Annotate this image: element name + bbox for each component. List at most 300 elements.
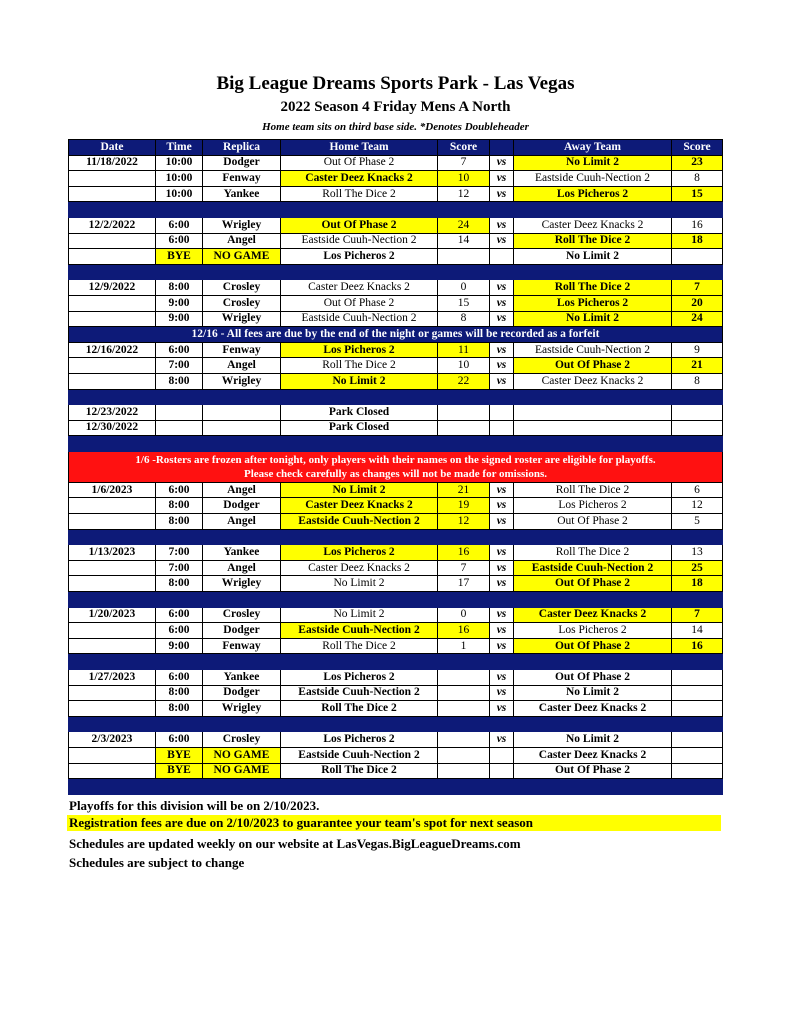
replica-cell: Dodger	[203, 623, 281, 639]
away-team-cell: Out Of Phase 2	[514, 670, 672, 686]
divider-row	[69, 264, 723, 280]
game-row	[69, 171, 723, 187]
away-score-cell: 6	[672, 482, 723, 498]
date-cell	[69, 171, 156, 187]
game-row	[69, 311, 723, 327]
game-row	[69, 685, 723, 701]
home-score-cell: 0	[438, 607, 490, 623]
home-team-cell: Roll The Dice 2	[281, 638, 438, 654]
date-cell: 11/18/2022	[69, 155, 156, 171]
game-row	[69, 607, 723, 623]
vs-cell: vs	[490, 186, 514, 202]
home-score-cell	[438, 420, 490, 436]
away-score-cell	[672, 249, 723, 265]
away-team-cell: No Limit 2	[514, 155, 672, 171]
away-team-cell: No Limit 2	[514, 685, 672, 701]
date-cell: 12/9/2022	[69, 280, 156, 296]
away-team-cell: Eastside Cuuh-Nection 2	[514, 560, 672, 576]
time-cell: 6:00	[156, 732, 203, 748]
game-row	[69, 560, 723, 576]
away-score-cell: 25	[672, 560, 723, 576]
home-score-cell	[438, 732, 490, 748]
date-cell	[69, 233, 156, 249]
away-team-cell: Los Picheros 2	[514, 623, 672, 639]
vs-cell: vs	[490, 545, 514, 561]
replica-cell: Wrigley	[203, 373, 281, 389]
time-cell: 10:00	[156, 186, 203, 202]
replica-cell: Wrigley	[203, 576, 281, 592]
home-team-cell: Roll The Dice 2	[281, 358, 438, 374]
divider-cell	[69, 592, 723, 608]
home-team-cell: Eastside Cuuh-Nection 2	[281, 747, 438, 763]
vs-cell: vs	[490, 311, 514, 327]
notice-row	[69, 327, 723, 343]
away-team-cell: No Limit 2	[514, 311, 672, 327]
away-score-cell	[672, 747, 723, 763]
away-score-cell: 13	[672, 545, 723, 561]
away-team-cell	[514, 420, 672, 436]
date-cell: 12/16/2022	[69, 342, 156, 358]
home-score-cell: 7	[438, 560, 490, 576]
game-row	[69, 358, 723, 374]
home-team-cell: No Limit 2	[281, 576, 438, 592]
home-team-cell: Caster Deez Knacks 2	[281, 171, 438, 187]
home-team-cell: Caster Deez Knacks 2	[281, 498, 438, 514]
divider-cell	[69, 202, 723, 218]
time-cell: 6:00	[156, 233, 203, 249]
game-row	[69, 576, 723, 592]
vs-cell: vs	[490, 233, 514, 249]
game-row	[69, 498, 723, 514]
divider-cell	[69, 779, 723, 795]
game-row	[69, 155, 723, 171]
home-team-cell: Roll The Dice 2	[281, 701, 438, 717]
divider-row	[69, 202, 723, 218]
divider-row	[69, 529, 723, 545]
home-team-cell: Los Picheros 2	[281, 670, 438, 686]
away-score-cell	[672, 763, 723, 779]
registration-note: Registration fees are due on 2/10/2023 to guarantee your team's spot for next season	[67, 815, 721, 831]
home-team-cell: Los Picheros 2	[281, 545, 438, 561]
vs-cell: vs	[490, 373, 514, 389]
away-team-cell: Eastside Cuuh-Nection 2	[514, 171, 672, 187]
replica-cell: Angel	[203, 514, 281, 530]
vs-cell: vs	[490, 482, 514, 498]
home-score-cell: 8	[438, 311, 490, 327]
col-vs	[490, 140, 514, 156]
divider-cell	[69, 264, 723, 280]
date-cell: 1/13/2023	[69, 545, 156, 561]
away-score-cell: 16	[672, 638, 723, 654]
home-team-cell: Eastside Cuuh-Nection 2	[281, 311, 438, 327]
home-team-cell: Eastside Cuuh-Nection 2	[281, 514, 438, 530]
date-cell	[69, 638, 156, 654]
away-score-cell: 18	[672, 576, 723, 592]
replica-cell: NO GAME	[203, 747, 281, 763]
game-row	[69, 732, 723, 748]
home-score-cell: 17	[438, 576, 490, 592]
home-team-cell: Out Of Phase 2	[281, 217, 438, 233]
date-cell	[69, 685, 156, 701]
date-cell	[69, 249, 156, 265]
away-team-cell: Caster Deez Knacks 2	[514, 217, 672, 233]
replica-cell: Crosley	[203, 607, 281, 623]
away-team-cell: Out Of Phase 2	[514, 576, 672, 592]
replica-cell: Crosley	[203, 295, 281, 311]
home-team-cell: Eastside Cuuh-Nection 2	[281, 623, 438, 639]
page-subtitle: 2022 Season 4 Friday Mens A North	[280, 99, 511, 115]
game-row	[69, 217, 723, 233]
time-cell: 6:00	[156, 482, 203, 498]
vs-cell	[490, 420, 514, 436]
away-score-cell: 23	[672, 155, 723, 171]
closed-text: Park Closed	[281, 420, 438, 436]
replica-cell: NO GAME	[203, 763, 281, 779]
home-score-cell: 16	[438, 623, 490, 639]
vs-cell: vs	[490, 342, 514, 358]
away-team-cell: No Limit 2	[514, 732, 672, 748]
away-score-cell	[672, 685, 723, 701]
replica-cell: Dodger	[203, 498, 281, 514]
home-score-cell	[438, 405, 490, 421]
alert-line-1: 1/6 -Rosters are frozen after tonight, only players with their names on the signed roster are eligible for playoffs.	[135, 453, 656, 466]
game-row	[69, 280, 723, 296]
divider-row	[69, 716, 723, 732]
home-score-cell	[438, 763, 490, 779]
replica-cell: Crosley	[203, 732, 281, 748]
vs-cell: vs	[490, 560, 514, 576]
away-team-cell: Out Of Phase 2	[514, 638, 672, 654]
game-row	[69, 545, 723, 561]
vs-cell: vs	[490, 280, 514, 296]
away-team-cell: Caster Deez Knacks 2	[514, 373, 672, 389]
date-cell: 12/30/2022	[69, 420, 156, 436]
home-score-cell: 12	[438, 514, 490, 530]
away-team-cell: Roll The Dice 2	[514, 545, 672, 561]
time-cell: 6:00	[156, 342, 203, 358]
time-cell: 9:00	[156, 311, 203, 327]
home-score-cell	[438, 747, 490, 763]
home-team-cell: Out Of Phase 2	[281, 155, 438, 171]
home-score-cell: 15	[438, 295, 490, 311]
game-row	[69, 701, 723, 717]
home-score-cell: 24	[438, 217, 490, 233]
date-cell	[69, 763, 156, 779]
game-row	[69, 638, 723, 654]
vs-cell	[490, 763, 514, 779]
away-team-cell	[514, 405, 672, 421]
away-team-cell: Los Picheros 2	[514, 295, 672, 311]
home-score-cell: 0	[438, 280, 490, 296]
away-score-cell: 5	[672, 514, 723, 530]
home-team-cell: Los Picheros 2	[281, 732, 438, 748]
away-team-cell: Eastside Cuuh-Nection 2	[514, 342, 672, 358]
replica-cell: Angel	[203, 233, 281, 249]
time-cell: 7:00	[156, 358, 203, 374]
date-cell	[69, 186, 156, 202]
replica-cell: Angel	[203, 358, 281, 374]
away-score-cell: 7	[672, 607, 723, 623]
away-score-cell: 16	[672, 217, 723, 233]
home-team-cell: Los Picheros 2	[281, 342, 438, 358]
vs-cell: vs	[490, 685, 514, 701]
away-score-cell: 14	[672, 623, 723, 639]
closed-row	[69, 420, 723, 436]
divider-row	[69, 389, 723, 405]
divider-cell	[69, 389, 723, 405]
bye-row	[69, 763, 723, 779]
away-team-cell: No Limit 2	[514, 249, 672, 265]
time-cell: 7:00	[156, 545, 203, 561]
home-score-cell: 10	[438, 358, 490, 374]
divider-cell	[69, 529, 723, 545]
replica-cell: Dodger	[203, 155, 281, 171]
home-team-cell: No Limit 2	[281, 482, 438, 498]
date-cell	[69, 498, 156, 514]
away-score-cell: 21	[672, 358, 723, 374]
vs-cell: vs	[490, 171, 514, 187]
divider-cell	[69, 654, 723, 670]
col-home-score: Score	[438, 140, 490, 156]
game-row	[69, 514, 723, 530]
away-team-cell: Roll The Dice 2	[514, 482, 672, 498]
bye-row	[69, 747, 723, 763]
vs-cell: vs	[490, 638, 514, 654]
page-note: Home team sits on third base side. *Denotes Doubleheader	[262, 121, 529, 133]
replica-cell: Yankee	[203, 670, 281, 686]
time-cell: 6:00	[156, 607, 203, 623]
away-team-cell: Roll The Dice 2	[514, 280, 672, 296]
vs-cell: vs	[490, 732, 514, 748]
divider-cell	[69, 436, 723, 452]
home-score-cell: 14	[438, 233, 490, 249]
replica-cell: Crosley	[203, 280, 281, 296]
date-cell: 12/23/2022	[69, 405, 156, 421]
schedule-body	[69, 155, 723, 794]
away-score-cell	[672, 420, 723, 436]
date-cell: 2/3/2023	[69, 732, 156, 748]
home-score-cell: 7	[438, 155, 490, 171]
away-team-cell: Caster Deez Knacks 2	[514, 607, 672, 623]
divider-row	[69, 436, 723, 452]
home-team-cell: Eastside Cuuh-Nection 2	[281, 685, 438, 701]
col-replica: Replica	[203, 140, 281, 156]
game-row	[69, 342, 723, 358]
time-cell: 8:00	[156, 701, 203, 717]
website-note: Schedules are updated weekly on our website at LasVegas.BigLeagueDreams.com	[69, 836, 521, 851]
game-row	[69, 670, 723, 686]
closed-row	[69, 405, 723, 421]
vs-cell: vs	[490, 498, 514, 514]
time-cell	[156, 405, 203, 421]
date-cell	[69, 701, 156, 717]
home-score-cell	[438, 249, 490, 265]
change-note: Schedules are subject to change	[69, 855, 245, 870]
notice-text: 12/16 - All fees are due by the end of the night or games will be recorded as a forfeit	[69, 327, 723, 343]
game-row	[69, 482, 723, 498]
replica-cell: Dodger	[203, 685, 281, 701]
home-team-cell: Caster Deez Knacks 2	[281, 280, 438, 296]
vs-cell: vs	[490, 217, 514, 233]
replica-cell: Wrigley	[203, 701, 281, 717]
divider-cell	[69, 716, 723, 732]
home-score-cell	[438, 670, 490, 686]
date-cell: 12/2/2022	[69, 217, 156, 233]
away-score-cell	[672, 701, 723, 717]
time-cell: BYE	[156, 249, 203, 265]
replica-cell: NO GAME	[203, 249, 281, 265]
schedule-table	[68, 139, 723, 795]
date-cell	[69, 747, 156, 763]
col-away-score: Score	[672, 140, 723, 156]
time-cell: 8:00	[156, 514, 203, 530]
replica-cell: Yankee	[203, 186, 281, 202]
replica-cell: Angel	[203, 482, 281, 498]
vs-cell	[490, 405, 514, 421]
time-cell	[156, 420, 203, 436]
home-team-cell: Caster Deez Knacks 2	[281, 560, 438, 576]
vs-cell: vs	[490, 576, 514, 592]
away-score-cell: 9	[672, 342, 723, 358]
game-row	[69, 233, 723, 249]
vs-cell: vs	[490, 623, 514, 639]
time-cell: 8:00	[156, 685, 203, 701]
time-cell: 6:00	[156, 217, 203, 233]
away-score-cell: 15	[672, 186, 723, 202]
game-row	[69, 186, 723, 202]
away-team-cell: Caster Deez Knacks 2	[514, 747, 672, 763]
vs-cell: vs	[490, 607, 514, 623]
home-score-cell: 12	[438, 186, 490, 202]
date-cell	[69, 560, 156, 576]
closed-text: Park Closed	[281, 405, 438, 421]
home-team-cell: Los Picheros 2	[281, 249, 438, 265]
away-score-cell: 7	[672, 280, 723, 296]
home-team-cell: Roll The Dice 2	[281, 763, 438, 779]
replica-cell: Angel	[203, 560, 281, 576]
date-cell	[69, 623, 156, 639]
col-home-team: Home Team	[281, 140, 438, 156]
vs-cell: vs	[490, 514, 514, 530]
vs-cell: vs	[490, 701, 514, 717]
date-cell	[69, 514, 156, 530]
date-cell	[69, 295, 156, 311]
vs-cell	[490, 249, 514, 265]
divider-row	[69, 654, 723, 670]
home-score-cell: 11	[438, 342, 490, 358]
time-cell: 9:00	[156, 295, 203, 311]
home-score-cell: 1	[438, 638, 490, 654]
away-score-cell: 8	[672, 171, 723, 187]
game-row	[69, 373, 723, 389]
header-row	[69, 140, 723, 156]
away-score-cell: 8	[672, 373, 723, 389]
date-cell	[69, 311, 156, 327]
replica-cell: Wrigley	[203, 217, 281, 233]
home-team-cell: Out Of Phase 2	[281, 295, 438, 311]
page-title: Big League Dreams Sports Park - Las Vegas	[216, 73, 575, 94]
time-cell: 8:00	[156, 498, 203, 514]
away-score-cell: 24	[672, 311, 723, 327]
replica-cell	[203, 420, 281, 436]
away-score-cell: 12	[672, 498, 723, 514]
bye-row	[69, 249, 723, 265]
date-cell: 1/27/2023	[69, 670, 156, 686]
home-score-cell: 19	[438, 498, 490, 514]
alert-row	[69, 451, 723, 482]
replica-cell: Fenway	[203, 171, 281, 187]
home-team-cell: No Limit 2	[281, 607, 438, 623]
divider-row	[69, 592, 723, 608]
away-team-cell: Roll The Dice 2	[514, 233, 672, 249]
time-cell: BYE	[156, 763, 203, 779]
time-cell: 7:00	[156, 560, 203, 576]
date-cell	[69, 373, 156, 389]
away-score-cell	[672, 732, 723, 748]
game-row	[69, 623, 723, 639]
divider-row	[69, 779, 723, 795]
replica-cell: Wrigley	[203, 311, 281, 327]
away-score-cell: 20	[672, 295, 723, 311]
away-team-cell: Los Picheros 2	[514, 498, 672, 514]
vs-cell: vs	[490, 295, 514, 311]
alert-line-2: Please check carefully as changes will not be made for omissions.	[244, 467, 547, 480]
home-team-cell: Roll The Dice 2	[281, 186, 438, 202]
vs-cell: vs	[490, 670, 514, 686]
replica-cell: Yankee	[203, 545, 281, 561]
home-team-cell: Eastside Cuuh-Nection 2	[281, 233, 438, 249]
date-cell	[69, 358, 156, 374]
date-cell	[69, 576, 156, 592]
time-cell: 9:00	[156, 638, 203, 654]
away-team-cell: Out Of Phase 2	[514, 514, 672, 530]
away-score-cell	[672, 670, 723, 686]
replica-cell: Fenway	[203, 638, 281, 654]
time-cell: BYE	[156, 747, 203, 763]
game-row	[69, 295, 723, 311]
vs-cell: vs	[490, 155, 514, 171]
home-score-cell	[438, 701, 490, 717]
col-date: Date	[69, 140, 156, 156]
date-cell: 1/20/2023	[69, 607, 156, 623]
away-team-cell: Out Of Phase 2	[514, 358, 672, 374]
alert-cell	[69, 451, 723, 482]
time-cell: 6:00	[156, 623, 203, 639]
vs-cell: vs	[490, 358, 514, 374]
home-team-cell: No Limit 2	[281, 373, 438, 389]
home-score-cell	[438, 685, 490, 701]
time-cell: 10:00	[156, 171, 203, 187]
home-score-cell: 16	[438, 545, 490, 561]
away-score-cell: 18	[672, 233, 723, 249]
time-cell: 8:00	[156, 373, 203, 389]
time-cell: 10:00	[156, 155, 203, 171]
time-cell: 6:00	[156, 670, 203, 686]
away-team-cell: Los Picheros 2	[514, 186, 672, 202]
date-cell: 1/6/2023	[69, 482, 156, 498]
home-score-cell: 10	[438, 171, 490, 187]
vs-cell	[490, 747, 514, 763]
replica-cell	[203, 405, 281, 421]
away-score-cell	[672, 405, 723, 421]
away-team-cell: Out Of Phase 2	[514, 763, 672, 779]
playoffs-note: Playoffs for this division will be on 2/10/2023.	[69, 798, 320, 813]
replica-cell: Fenway	[203, 342, 281, 358]
col-away-team: Away Team	[514, 140, 672, 156]
away-team-cell: Caster Deez Knacks 2	[514, 701, 672, 717]
time-cell: 8:00	[156, 576, 203, 592]
time-cell: 8:00	[156, 280, 203, 296]
